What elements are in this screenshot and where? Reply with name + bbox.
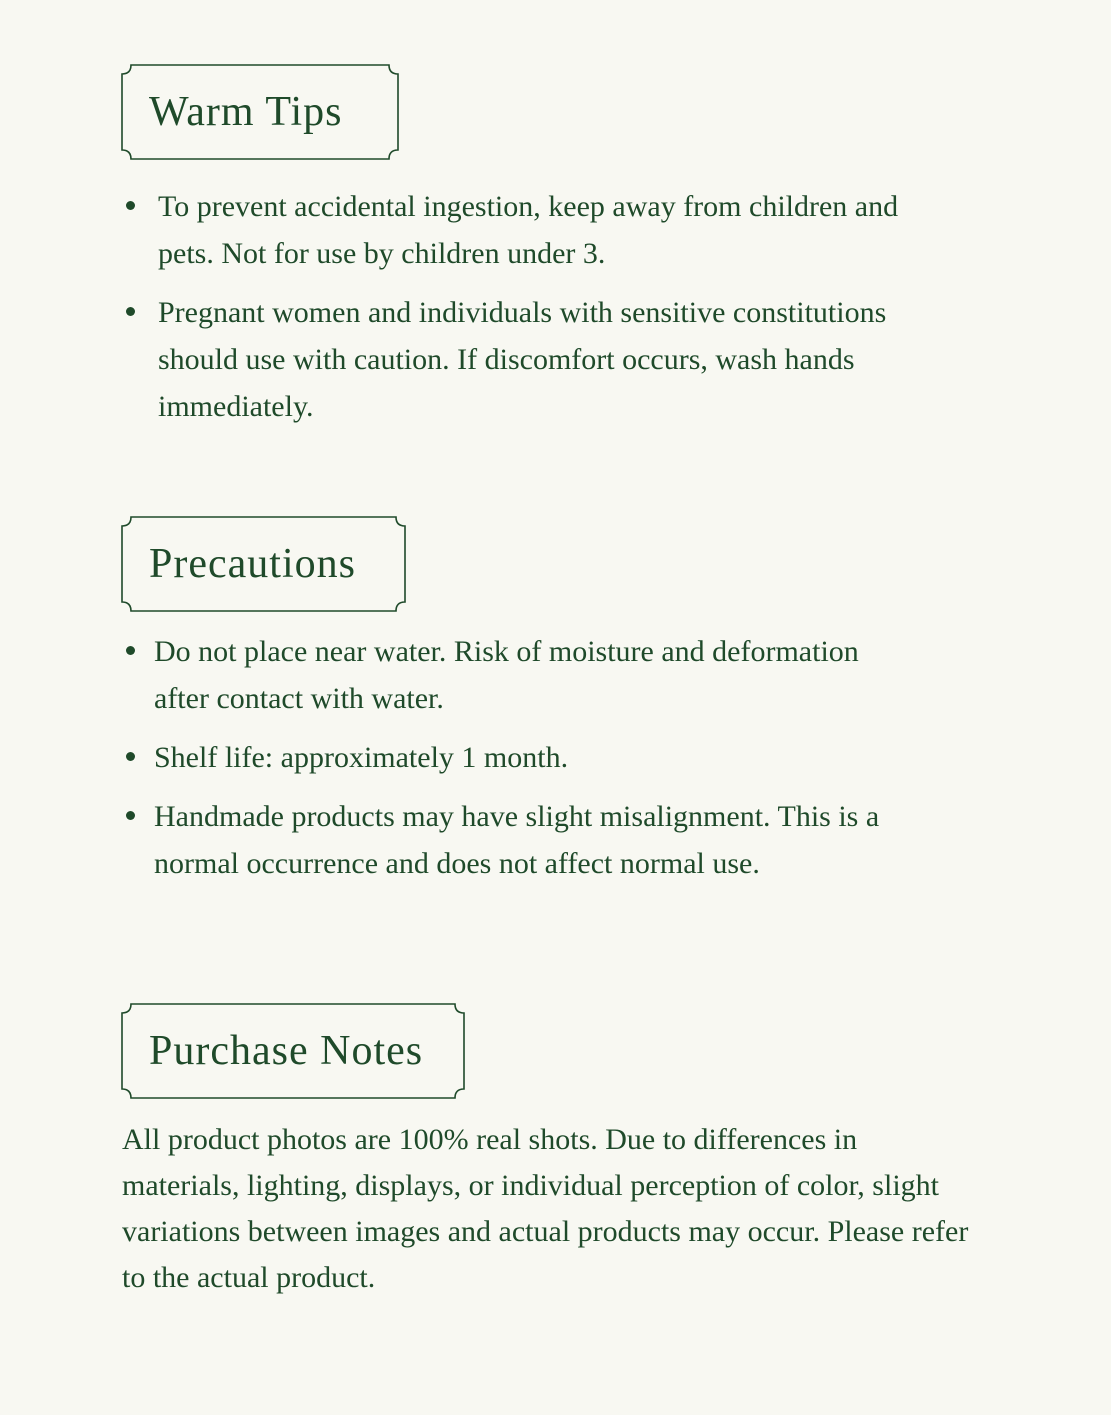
- list-item-text: To prevent accidental ingestion, keep away from children and pets. Not for use by children under 3.: [158, 190, 899, 270]
- bullet-dot: [126, 201, 135, 210]
- bullet-dot: [126, 307, 135, 316]
- bullet-dot: [126, 752, 135, 761]
- warm-tips-title-frame: [121, 64, 399, 160]
- precautions-heading: Precautions: [149, 541, 356, 587]
- list-item-text: Handmade products may have slight misalignment. This is a normal occurrence and does not affect normal use.: [154, 800, 880, 880]
- warm-tips-list: [122, 183, 922, 442]
- list-item: [122, 289, 922, 430]
- list-item: [122, 734, 912, 781]
- list-item-text: Pregnant women and individuals with sensitive constitutions should use with caution. If discomfort occurs, wash hands immediately.: [158, 296, 887, 423]
- list-item: [122, 183, 922, 277]
- warm-tips-heading: Warm Tips: [149, 89, 343, 135]
- list-item-text: Do not place near water. Risk of moisture and deformation after contact with water.: [154, 635, 859, 715]
- list-item: [122, 793, 912, 887]
- purchase-notes-body: All product photos are 100% real shots. Due to differences in materials, lighting, displays, or individual perception of color, slight variations between images and actual products may occur. Please refer to the actual product.: [122, 1123, 969, 1294]
- precautions-list: [122, 628, 912, 899]
- bullet-dot: [126, 646, 135, 655]
- list-item: [122, 628, 912, 722]
- purchase-notes-title-frame: [121, 1003, 465, 1099]
- list-item-text: Shelf life: approximately 1 month.: [154, 741, 569, 774]
- bullet-dot: [126, 811, 135, 820]
- precautions-title-frame: [121, 516, 406, 612]
- purchase-notes-heading: Purchase Notes: [149, 1028, 424, 1074]
